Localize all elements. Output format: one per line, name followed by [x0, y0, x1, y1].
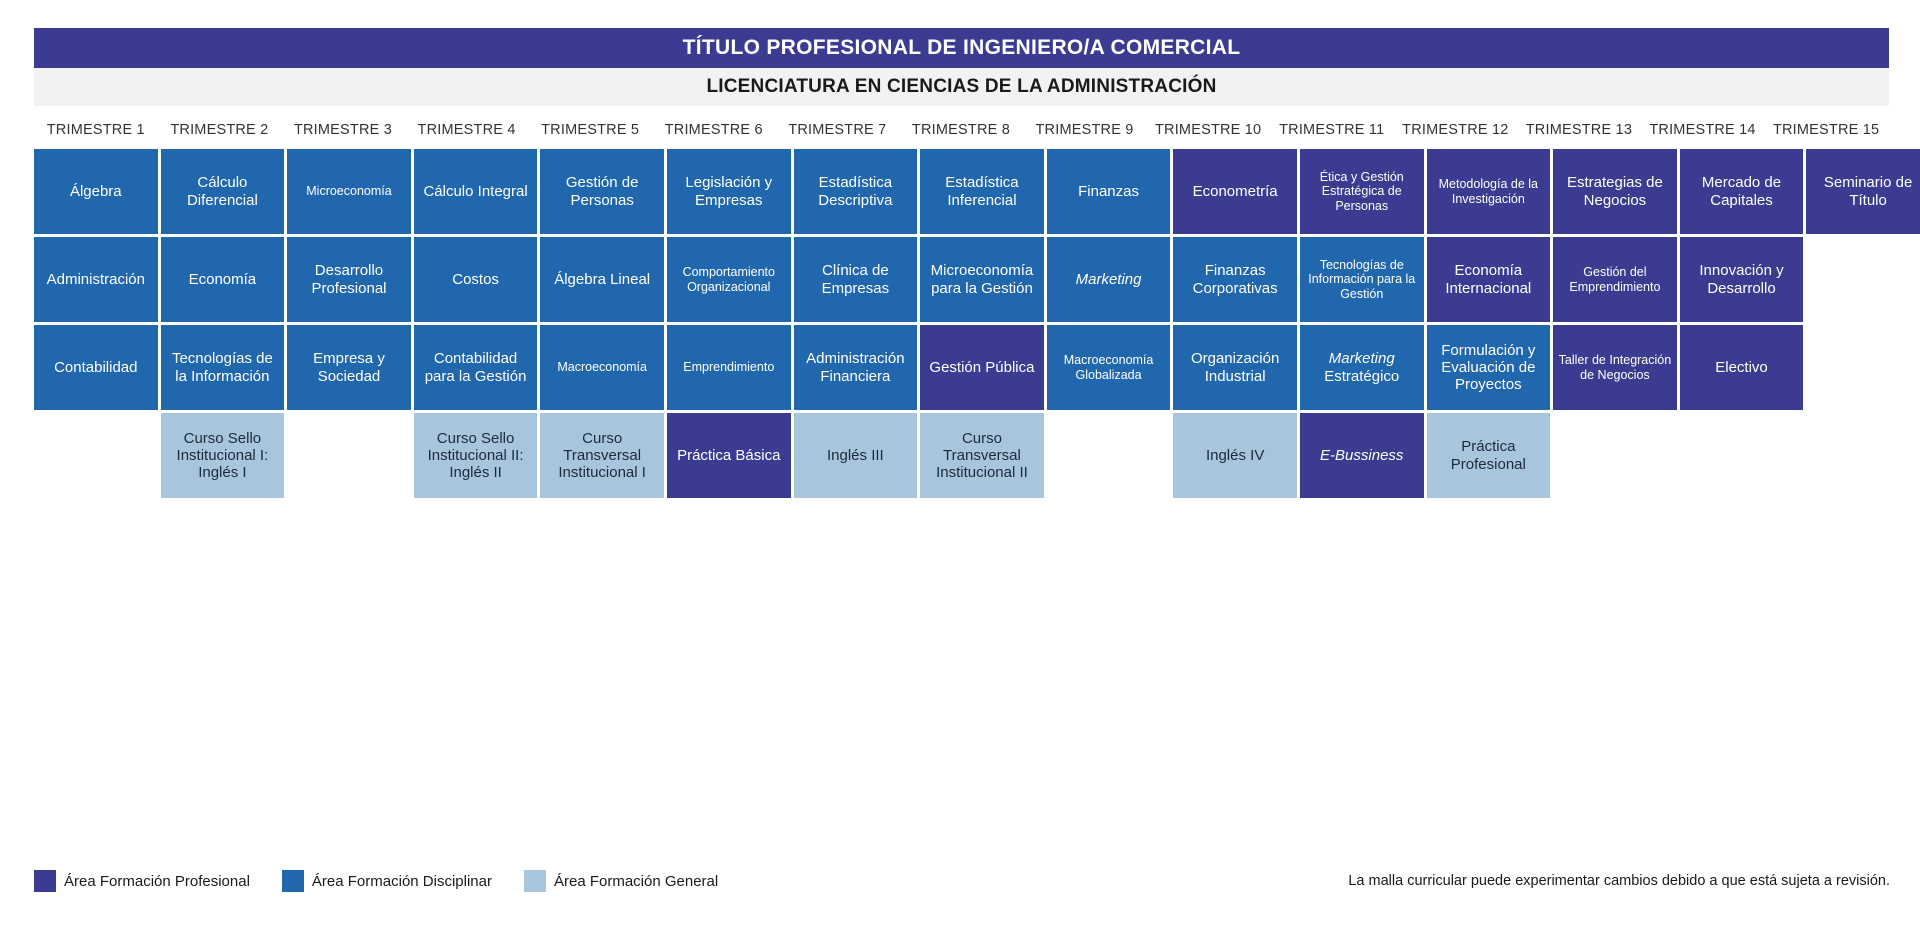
course-cell[interactable]: Curso Sello Institucional I: Inglés I [161, 413, 285, 498]
course-cell[interactable]: Economía [161, 237, 285, 322]
course-cell[interactable]: Práctica Básica [667, 413, 791, 498]
course-cell[interactable]: Administración Financiera [794, 325, 918, 410]
trimester-header: TRIMESTRE 10 [1154, 122, 1262, 138]
trimester-header: TRIMESTRE 11 [1279, 122, 1385, 138]
trimester-header: TRIMESTRE 12 [1402, 122, 1509, 138]
course-cell[interactable]: Metodología de la Investigación [1427, 149, 1551, 234]
course-cell[interactable]: Álgebra [34, 149, 158, 234]
course-cell[interactable]: Formulación y Evaluación de Proyectos [1427, 325, 1551, 410]
course-cell[interactable]: Mercado de Capitales [1680, 149, 1804, 234]
legend-label: Área Formación General [553, 872, 719, 890]
legend-swatch-icon [34, 870, 56, 892]
course-cell[interactable]: Finanzas Corporativas [1173, 237, 1297, 322]
course-cell[interactable]: Tecnologías de la Información [161, 325, 285, 410]
empty-cell [1806, 325, 1920, 410]
course-cell[interactable]: Gestión Pública [920, 325, 1044, 410]
course-cell[interactable]: Cálculo Diferencial [161, 149, 285, 234]
course-cell[interactable]: Curso Sello Institucional II: Inglés II [414, 413, 538, 498]
course-cell[interactable]: Empresa y Sociedad [287, 325, 411, 410]
trimester-header: TRIMESTRE 2 [170, 122, 269, 138]
course-cell[interactable]: Microeconomía [287, 149, 411, 234]
trimester-header: TRIMESTRE 14 [1649, 122, 1756, 138]
trimester-header: TRIMESTRE 9 [1035, 122, 1134, 138]
legend-label: Área Formación Profesional [64, 872, 250, 890]
course-cell[interactable]: Inglés III [794, 413, 918, 498]
course-label-emphasis: Marketing [1328, 350, 1395, 368]
empty-cell [34, 413, 158, 498]
course-row [34, 413, 1889, 498]
course-cell[interactable]: Taller de Integración de Negocios [1553, 325, 1677, 410]
trimester-header: TRIMESTRE 7 [788, 122, 887, 138]
course-rows [34, 149, 1913, 498]
course-cell[interactable]: Estrategias de Negocios [1553, 149, 1677, 234]
course-cell[interactable]: Finanzas [1047, 149, 1171, 234]
course-cell[interactable]: Curso Transversal Institucional I [540, 413, 664, 498]
legend-item [282, 870, 492, 892]
course-cell[interactable]: Administración [34, 237, 158, 322]
course-cell[interactable]: Inglés IV [1173, 413, 1297, 498]
course-cell[interactable]: Contabilidad para la Gestión [414, 325, 538, 410]
course-cell[interactable]: Macroeconomía Globalizada [1047, 325, 1171, 410]
trimester-header: TRIMESTRE 3 [293, 122, 393, 138]
course-row [34, 325, 1889, 410]
course-cell[interactable]: Legislación y Empresas [667, 149, 791, 234]
empty-cell [1806, 237, 1920, 322]
course-cell[interactable]: Organización Industrial [1173, 325, 1297, 410]
trimester-header: TRIMESTRE 4 [417, 122, 516, 138]
course-cell[interactable]: Emprendimiento [667, 325, 791, 410]
course-cell[interactable]: Gestión del Emprendimiento [1553, 237, 1677, 322]
course-cell[interactable]: Práctica Profesional [1427, 413, 1551, 498]
legend-swatch-icon [524, 870, 546, 892]
course-cell[interactable]: Comportamiento Organizacional [667, 237, 791, 322]
trimester-header: TRIMESTRE 8 [911, 122, 1010, 138]
course-cell[interactable] [1300, 325, 1424, 410]
course-cell[interactable]: Ética y Gestión Estratégica de Personas [1300, 149, 1424, 234]
course-label [1305, 350, 1419, 385]
legend-label: Área Formación Disciplinar [311, 872, 492, 890]
course-cell[interactable]: Microeconomía para la Gestión [920, 237, 1044, 322]
page-subtitle: LICENCIATURA EN CIENCIAS DE LA ADMINISTRACIÓN [34, 68, 1889, 106]
trimester-header: TRIMESTRE 5 [541, 122, 640, 138]
course-cell[interactable]: Álgebra Lineal [540, 237, 664, 322]
legend-item [34, 870, 250, 892]
course-row [34, 149, 1913, 234]
course-cell[interactable]: Clínica de Empresas [794, 237, 918, 322]
empty-cell [1047, 413, 1171, 498]
trimester-header-row [34, 115, 1889, 145]
empty-cell [287, 413, 411, 498]
course-cell[interactable]: Economía Internacional [1427, 237, 1551, 322]
course-cell[interactable]: Marketing [1047, 237, 1171, 322]
course-cell[interactable]: Curso Transversal Institucional II [920, 413, 1044, 498]
legend-swatch-icon [282, 870, 304, 892]
empty-cell [1553, 413, 1677, 498]
empty-cell [1680, 413, 1804, 498]
trimester-header: TRIMESTRE 6 [664, 122, 763, 138]
course-cell[interactable]: Econometría [1173, 149, 1297, 234]
course-cell[interactable]: Desarrollo Profesional [287, 237, 411, 322]
course-cell[interactable]: Estadística Inferencial [920, 149, 1044, 234]
course-cell[interactable]: Macroeconomía [540, 325, 664, 410]
course-label-rest: Estratégico [1324, 367, 1400, 385]
course-cell[interactable]: Contabilidad [34, 325, 158, 410]
curriculum-grid [34, 115, 1913, 501]
page-title: TÍTULO PROFESIONAL DE INGENIERO/A COMERCIAL [34, 28, 1889, 68]
course-cell[interactable]: Electivo [1680, 325, 1804, 410]
course-cell[interactable]: Gestión de Personas [540, 149, 664, 234]
course-cell[interactable]: Seminario de Título [1806, 149, 1920, 234]
legend-item [524, 870, 718, 892]
course-cell[interactable]: Innovación y Desarrollo [1680, 237, 1804, 322]
course-cell[interactable]: Tecnologías de Información para la Gestión [1300, 237, 1424, 322]
legend [34, 870, 740, 892]
course-cell[interactable]: Cálculo Integral [414, 149, 538, 234]
trimester-header: TRIMESTRE 13 [1525, 122, 1633, 138]
course-row [34, 237, 1889, 322]
trimester-header: TRIMESTRE 1 [46, 122, 145, 138]
course-cell[interactable]: Estadística Descriptiva [794, 149, 918, 234]
trimester-header: TRIMESTRE 15 [1772, 122, 1880, 138]
revision-note: La malla curricular puede experimentar cambios debido a que está sujeta a revisión. [1348, 873, 1890, 889]
course-cell[interactable]: Costos [414, 237, 538, 322]
course-cell[interactable]: E-Bussiness [1300, 413, 1424, 498]
empty-cell [1806, 413, 1920, 498]
